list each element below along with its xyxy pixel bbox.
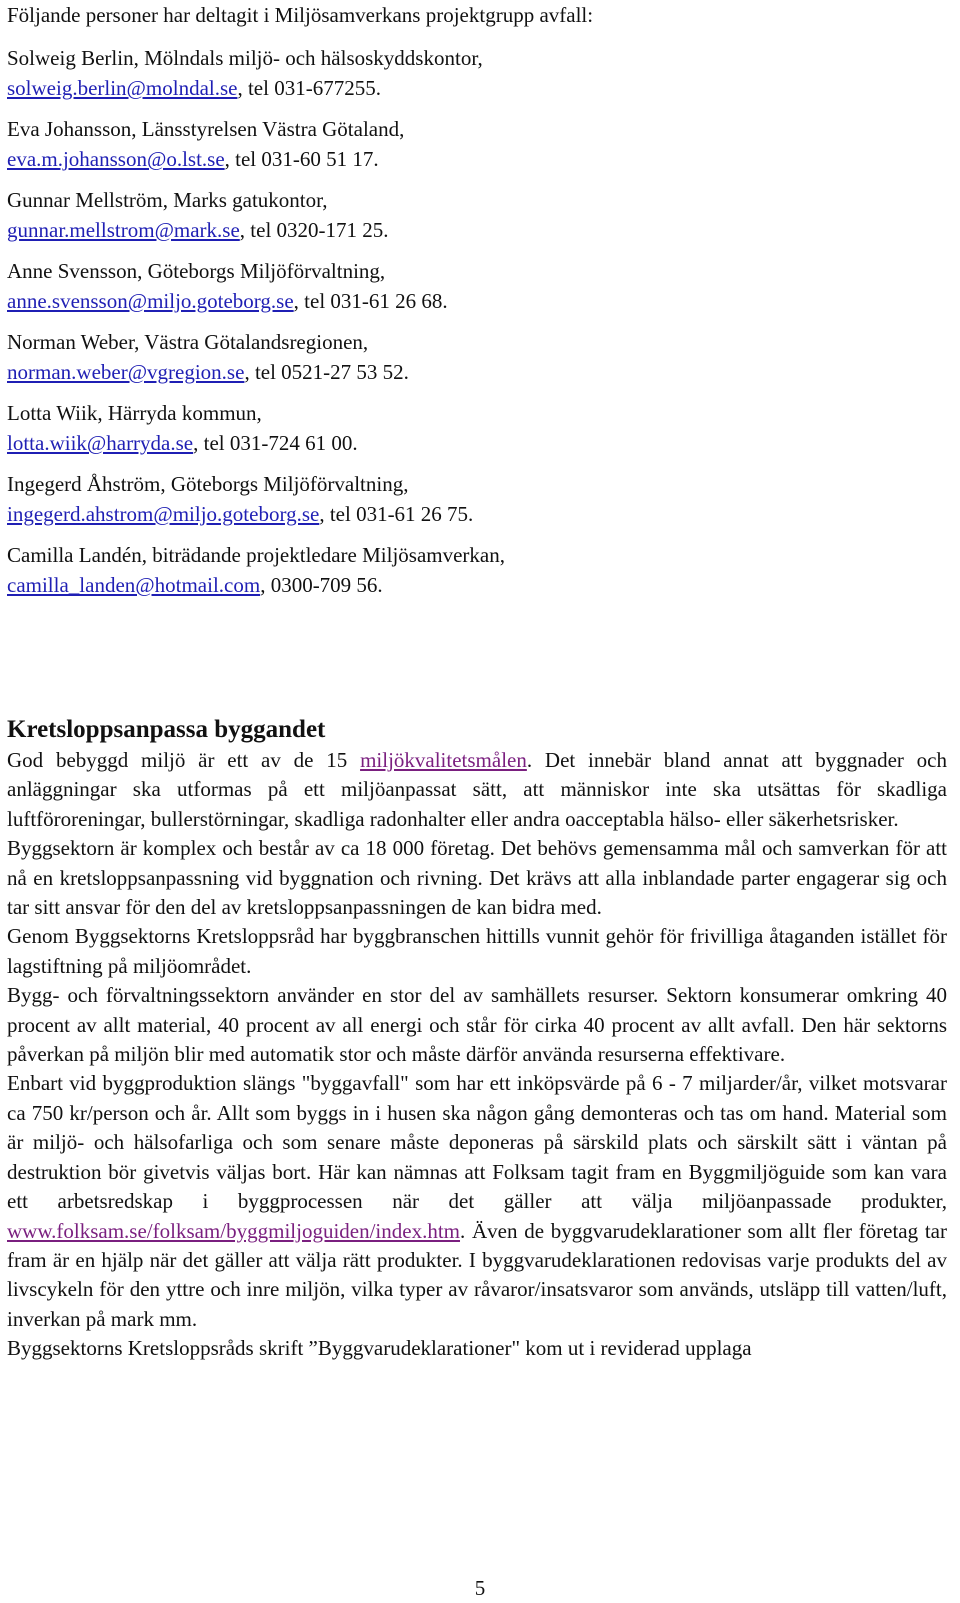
contact-item (7, 469, 947, 529)
contact-item (7, 114, 947, 174)
section-heading: Kretsloppsanpassa byggandet (7, 716, 326, 743)
contact-name: Eva Johansson, Länsstyrelsen Västra Götaland, (7, 117, 405, 141)
email-link[interactable]: gunnar.mellstrom@mark.se (7, 218, 240, 242)
contact-list (7, 43, 947, 600)
paragraph-text: God bebyggd miljö är ett av de 15 (7, 748, 361, 772)
paragraph (7, 746, 947, 834)
paragraph: Byggsektorn är komplex och består av ca 18 000 företag. Det behövs gemensamma mål och samverkan för att nå en kretsloppsanpassning vid byggnation och rivning. Det krävs att alla inblandade parter engagerar sig och tar sitt ansvar för den del av kretsloppsanpassningen de kan bidra med. (7, 836, 947, 920)
contact-phone: , tel 031-724 61 00. (193, 431, 358, 455)
contact-item (7, 43, 947, 103)
contact-item (7, 540, 947, 600)
contact-name: Solweig Berlin, Mölndals miljö- och hälsoskyddskontor, (7, 46, 483, 70)
contact-name: Lotta Wiik, Härryda kommun, (7, 401, 262, 425)
email-link[interactable]: ingegerd.ahstrom@miljo.goteborg.se (7, 502, 320, 526)
email-link[interactable]: eva.m.johansson@o.lst.se (7, 147, 225, 171)
page-number: 5 (474, 1576, 486, 1600)
contact-item (7, 398, 947, 458)
contact-item (7, 327, 947, 387)
paragraph: Byggsektorns Kretsloppsråds skrift ”Byggvarudeklarationer" kom ut i reviderad upplaga (7, 1336, 752, 1361)
paragraph-text: . Även de byggvarudeklarationer som allt fler företag tar fram är en hjälp när det gäller att välja rätt produkter. I byggvarudeklarationen redovisas varje produkts del av livscykeln för den yttre och inre miljön, vilka typer av råvaror/insatsvaror som används, utsläpp till vatten/luft, inverkan på mark mm. (7, 1218, 947, 1331)
document-page (7, 0, 947, 1361)
email-link[interactable]: norman.weber@vgregion.se (7, 360, 245, 384)
email-link[interactable]: anne.svensson@miljo.goteborg.se (7, 289, 294, 313)
folksam-link[interactable]: www.folksam.se/folksam/byggmiljoguiden/index.htm (7, 1218, 461, 1243)
contact-name: Ingegerd Åhström, Göteborgs Miljöförvaltning, (7, 472, 409, 496)
contact-item (7, 256, 947, 316)
paragraph: Genom Byggsektorns Kretsloppsråd har byggbranschen hittills vunnit gehör för frivilliga åtaganden istället för lagstiftning på miljöområdet. (7, 924, 947, 978)
contact-item (7, 185, 947, 245)
paragraph (7, 1069, 947, 1334)
paragraph-text: . Det innebär bland annat att byggnader och anläggningar ska utformas på ett miljöanpassat sätt, att människor inte ska utsättas för skadliga luftföroreningar, bullerstörningar, skadliga radonhalter eller andra oacceptabla hälso- eller säkerhetsrisker. (7, 748, 947, 831)
contact-phone: , tel 0320-171 25. (239, 218, 389, 242)
email-link[interactable]: lotta.wiik@harryda.se (7, 431, 194, 455)
email-link[interactable]: camilla_landen@hotmail.com (7, 573, 261, 597)
contact-name: Gunnar Mellström, Marks gatukontor, (7, 188, 328, 212)
contact-phone: , tel 031-61 26 75. (319, 502, 474, 526)
contact-phone: , tel 031-60 51 17. (224, 147, 379, 171)
miljokvalitetsmalen-link[interactable]: miljökvalitetsmålen (360, 748, 527, 772)
paragraph: Bygg- och förvaltningssektorn använder en stor del av samhällets resurser. Sektorn konsumerar omkring 40 procent av allt material, 40 procent av all energi och står för cirka 40 procent av allt avfall. Den här sektorns påverkan på miljön blir med automatik stor och måste därför använda resurserna effektivare. (7, 983, 947, 1067)
contact-name: Camilla Landén, biträdande projektledare Miljösamverkan, (7, 543, 505, 567)
paragraph-text: Enbart vid byggproduktion slängs "byggavfall" som har ett inköpsvärde på 6 - 7 miljarder/år, vilket motsvarar ca 750 kr/person och år. Allt som byggs in i husen ska någon gång demonteras och tas om hand. Material som är miljö- och hälsofarliga och som senare måste deponeras på särskild plats och särskilt sätt i väntan på destruktion bör givetvis väljas bort. Här kan nämnas att Folksam tagit fram en Byggmiljöguide som kan vara ett arbetsredskap i byggprocessen när det gäller att välja miljöanpassade produkter, (7, 1071, 947, 1214)
contact-phone: , tel 031-61 26 68. (293, 289, 448, 313)
contact-name: Anne Svensson, Göteborgs Miljöförvaltning, (7, 259, 386, 283)
contact-name: Norman Weber, Västra Götalandsregionen, (7, 330, 369, 354)
contact-phone: , tel 0521-27 53 52. (244, 360, 409, 384)
email-link[interactable]: solweig.berlin@molndal.se (7, 76, 238, 100)
contact-phone: , 0300-709 56. (260, 573, 383, 597)
section-body (7, 746, 947, 1364)
intro-text: Följande personer har deltagit i Miljösamverkans projektgrupp avfall: (7, 3, 594, 27)
contact-phone: , tel 031-677255. (237, 76, 381, 100)
